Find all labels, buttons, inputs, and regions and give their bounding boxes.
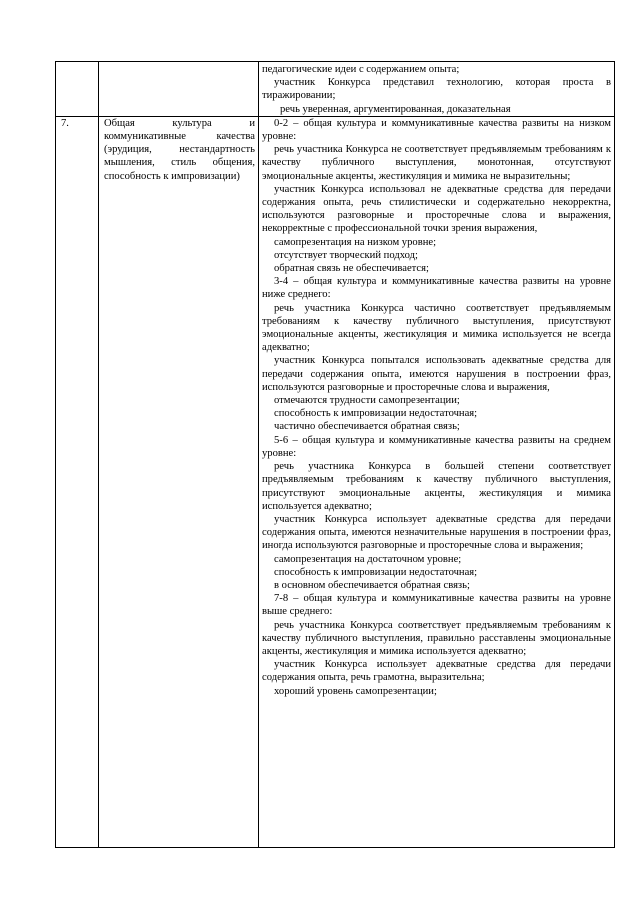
cell-num-prev <box>56 62 99 117</box>
criteria-table <box>55 61 615 848</box>
text-paragraph: участник Конкурса использует адекватные средства для передачи содержания опыта, имеются незначительные нарушения в построении фраз, иногда используются разговорные и просторечные слова и выражения; <box>262 513 611 552</box>
cell-desc-7 <box>259 116 615 847</box>
cell-criterion-prev <box>99 62 259 117</box>
text-paragraph: 7-8 – общая культура и коммуникативные качества развиты на уровне выше среднего: <box>262 593 611 618</box>
text-paragraph: способность к импровизации недостаточная; <box>274 566 478 578</box>
text-paragraph: участник Конкурса попытался использовать адекватные средства для передачи содержания опыта, имеются нарушения в построении фраз, используются разговорные и просторечные слова и выражения, <box>262 355 611 393</box>
text-paragraph: 0-2 – общая культура и коммуникативные качества развиты на низком уровне: <box>262 117 611 143</box>
text-paragraph: хороший уровень самопрезентации; <box>274 685 437 697</box>
text-paragraph: самопрезентация на низком уровне; <box>274 236 437 248</box>
text-paragraph: отмечаются трудности самопрезентации; <box>274 395 460 407</box>
text-paragraph: способность к импровизации недостаточная; <box>274 408 478 420</box>
text-paragraph: участник Конкурса использовал не адекватные средства для передачи содержания опыта, речь стилистически и содержательно некорректна, используются разговорные и просторечные слова и выражения, некорректные с профессиональной точки зрения выражения, <box>262 183 611 235</box>
table-row-prev <box>56 62 615 117</box>
text-line: участник Конкурса представил технологию, которая проста в тиражировании; <box>262 77 611 102</box>
cell-num-7: 7. <box>56 116 99 847</box>
table-row-7 <box>56 116 615 847</box>
text-paragraph: речь участника Конкурса в большей степени соответствует предъявляемым требованиям к качеству публичного выступления, присутствуют эмоциональные акценты, жестикуляция и мимика используется адекватно; <box>262 461 611 512</box>
text-line: речь уверенная, аргументированная, доказательная <box>280 103 511 115</box>
text-paragraph: частично обеспечивается обратная связь; <box>274 421 460 433</box>
text-paragraph: речь участника Конкурса частично соответствует предъявляемым требованиям к качеству публичного выступления, присутствуют эмоциональные акценты, жестикуляция и мимика используется не всегда адекватно; <box>262 302 611 354</box>
text-paragraph: речь участника Конкурса соответствует предъявляемым требованиям к качеству публичного выступления, правильно расставлены эмоциональные акценты, жестикуляция и мимика используется адекватно; <box>262 619 611 657</box>
cell-criterion-7: Общая культура и коммуникативные качества (эрудиция, нестандартность мышления, стиль общения, способность к импровизации) <box>99 116 259 847</box>
text-paragraph: речь участника Конкурса не соответствует предъявляемым требованиям к качеству публичного выступления, монотонная, отсутствуют эмоциональные акценты, жестикуляция и мимика не выразительны; <box>262 144 611 182</box>
text-paragraph: в основном обеспечивается обратная связь; <box>274 579 470 591</box>
text-paragraph: отсутствует творческий подход; <box>274 249 418 261</box>
text-paragraph: участник Конкурса использует адекватные средства для передачи содержания опыта, речь грамотна, выразительна; <box>262 659 611 684</box>
text-paragraph: 5-6 – общая культура и коммуникативные качества развиты на среднем уровне: <box>262 434 611 459</box>
text-line: педагогические идеи с содержанием опыта; <box>262 64 460 75</box>
cell-desc-prev <box>259 62 615 117</box>
text-paragraph: обратная связь не обеспечивается; <box>274 263 429 275</box>
text-paragraph: самопрезентация на достаточном уровне; <box>274 553 462 565</box>
text-paragraph: 3-4 – общая культура и коммуникативные качества развиты на уровне ниже среднего: <box>262 276 611 301</box>
